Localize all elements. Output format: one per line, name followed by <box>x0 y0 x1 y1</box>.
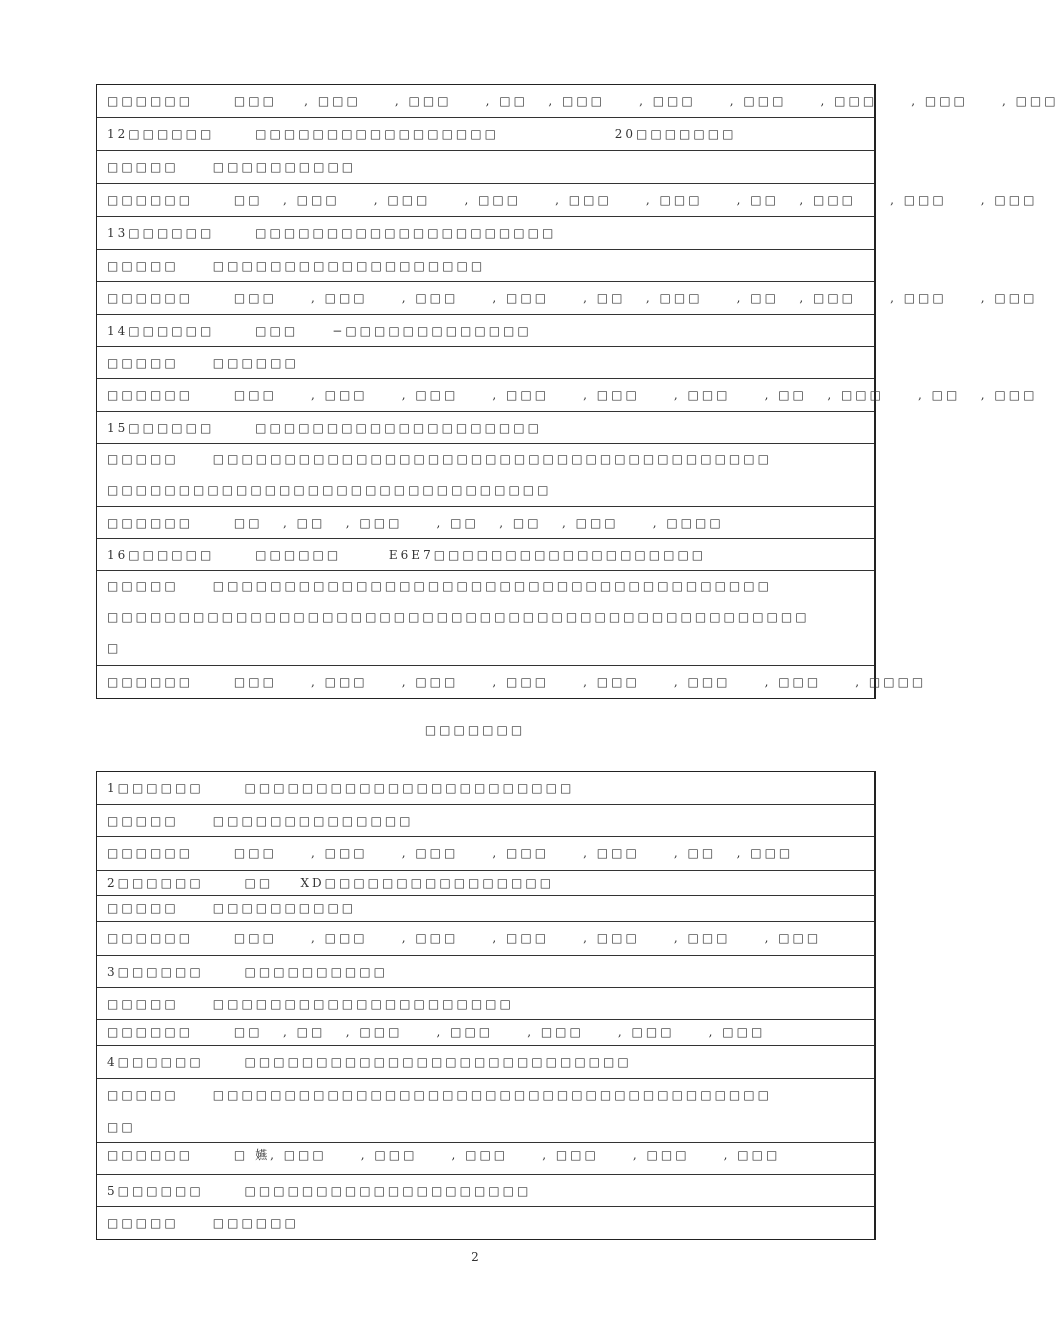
row-text-line: 3□□□□□□ □□□□□□□□□□ <box>107 965 388 979</box>
table-row <box>97 837 874 871</box>
table-row <box>97 1079 874 1143</box>
row-text-line: 13□□□□□□ □□□□□□□□□□□□□□□□□□□□□ <box>107 226 557 240</box>
table-row <box>97 151 874 184</box>
table-row <box>97 1020 874 1046</box>
table-row <box>97 871 874 896</box>
table-row <box>97 805 874 837</box>
page-number: 2 <box>471 1250 479 1264</box>
table-row <box>97 315 874 347</box>
table-row <box>97 184 1038 217</box>
row-text-line: □□□□□□ □□□ , □□□ , □□□ , □□□ , □□□ , □□□ , □□ , □□□ , □□ , □□□ <box>107 388 1038 402</box>
table-row <box>97 118 874 151</box>
row-text-line: □□□□□□ □□□ , □□□ , □□□ , □□□ , □□ , □□□ , □□ , □□□ , □□□ , □□□ <box>107 291 1038 305</box>
row-text-line: 1□□□□□□ □□□□□□□□□□□□□□□□□□□□□□□ <box>107 781 575 795</box>
row-text-line: □□□□□□ □□□ , □□□ , □□□ , □□ , □□□ , □□□ , □□□ , □□□ , □□□ , □□□ <box>107 94 1059 108</box>
row-text-line: □□□□□□ □ 嬿, □□□ , □□□ , □□□ , □□□ , □□□ , □□□ <box>107 1148 781 1162</box>
row-text-line: □□□□□□ □□□ , □□□ , □□□ , □□□ , □□□ , □□ , □□□ <box>107 846 794 860</box>
table-row <box>97 282 1038 315</box>
row-text-line: 5□□□□□□ □□□□□□□□□□□□□□□□□□□□ <box>107 1184 532 1198</box>
table-row <box>97 507 874 539</box>
table-row <box>97 85 1059 118</box>
table-row <box>97 539 874 571</box>
table-row <box>97 1207 874 1239</box>
row-text-line: □□□□□□□□□□□□□□□□□□□□□□□□□□□□□□□□□□□□□□□□□□□□□□□□□ <box>107 610 810 624</box>
row-text-line: □□□□□ □□□□□□□□□□□□□□□□□□□□□ <box>107 997 514 1011</box>
row-text-line: □ <box>107 641 122 655</box>
table-row <box>97 412 874 444</box>
table-row <box>97 922 874 956</box>
row-text-line: □□□□□ □□□□□□□□□□ <box>107 901 357 915</box>
row-text-line: □□□□□□ □□□ , □□□ , □□□ , □□□ , □□□ , □□□ , □□□ , □□□□ <box>107 675 927 689</box>
row-text-line: □□□□□□ □□ , □□ , □□□ , □□□ , □□□ , □□□ , □□□ <box>107 1025 766 1039</box>
row-text-line: □□□□□ □□□□□□□□□□□□□□□□□□□□□□□□□□□□□□□□□□□□□□□ <box>107 1088 772 1102</box>
row-text-line: □□□□□□ □□ , □□ , □□□ , □□ , □□ , □□□ , □□□□ <box>107 516 724 530</box>
row-text-line: □□□□□ □□□□□□ <box>107 1216 299 1230</box>
table-row <box>97 217 874 250</box>
row-text-line: □□□□□ □□□□□□ <box>107 356 299 370</box>
row-text-line: 14□□□□□□ □□□ −□□□□□□□□□□□□□ <box>107 324 532 338</box>
table-row <box>97 988 874 1020</box>
row-text-line: □□ <box>107 1120 136 1134</box>
table-row <box>97 444 874 507</box>
row-text-line: 2□□□□□□ □□ XD□□□□□□□□□□□□□□□□ <box>107 876 555 890</box>
row-text-line: □□□□□□□□□□□□□□□□□□□□□□□□□□□□□□□ <box>107 483 552 497</box>
table-row <box>97 347 874 379</box>
row-text-line: 15□□□□□□ □□□□□□□□□□□□□□□□□□□□ <box>107 421 542 435</box>
table-top <box>96 84 1059 699</box>
table-row <box>97 1143 874 1175</box>
section-title: □□□□□□□ <box>424 723 526 737</box>
table-bottom <box>96 771 876 1240</box>
row-text-line: □□□□□□ □□ , □□□ , □□□ , □□□ , □□□ , □□□ , □□ , □□□ , □□□ , □□□ <box>107 193 1038 207</box>
table-row <box>97 250 874 282</box>
table-row <box>97 1175 874 1207</box>
row-text-line: □□□□□ □□□□□□□□□□ <box>107 160 357 174</box>
table-row <box>97 666 927 698</box>
table-row <box>97 571 874 666</box>
row-text-line: □□□□□□ □□□ , □□□ , □□□ , □□□ , □□□ , □□□ , □□□ <box>107 931 822 945</box>
row-text-line: □□□□□ □□□□□□□□□□□□□□□□□□□□□□□□□□□□□□□□□□□□□□□ <box>107 579 772 593</box>
table-row <box>97 956 874 988</box>
row-text-line: 12□□□□□□ □□□□□□□□□□□□□□□□□ 20□□□□□□□ <box>107 127 737 141</box>
row-text-line: □□□□□ □□□□□□□□□□□□□□ <box>107 814 414 828</box>
row-text-line: □□□□□ □□□□□□□□□□□□□□□□□□□ <box>107 259 486 273</box>
table-row <box>97 379 1038 412</box>
row-text-line: □□□□□ □□□□□□□□□□□□□□□□□□□□□□□□□□□□□□□□□□□□□□□ <box>107 452 772 466</box>
table-row <box>97 1046 874 1079</box>
table-row <box>97 896 874 922</box>
row-text-line: 16□□□□□□ □□□□□□ E6E7□□□□□□□□□□□□□□□□□□□ <box>107 548 707 562</box>
row-text-line: 4□□□□□□ □□□□□□□□□□□□□□□□□□□□□□□□□□□ <box>107 1055 632 1069</box>
table-row <box>97 772 874 805</box>
